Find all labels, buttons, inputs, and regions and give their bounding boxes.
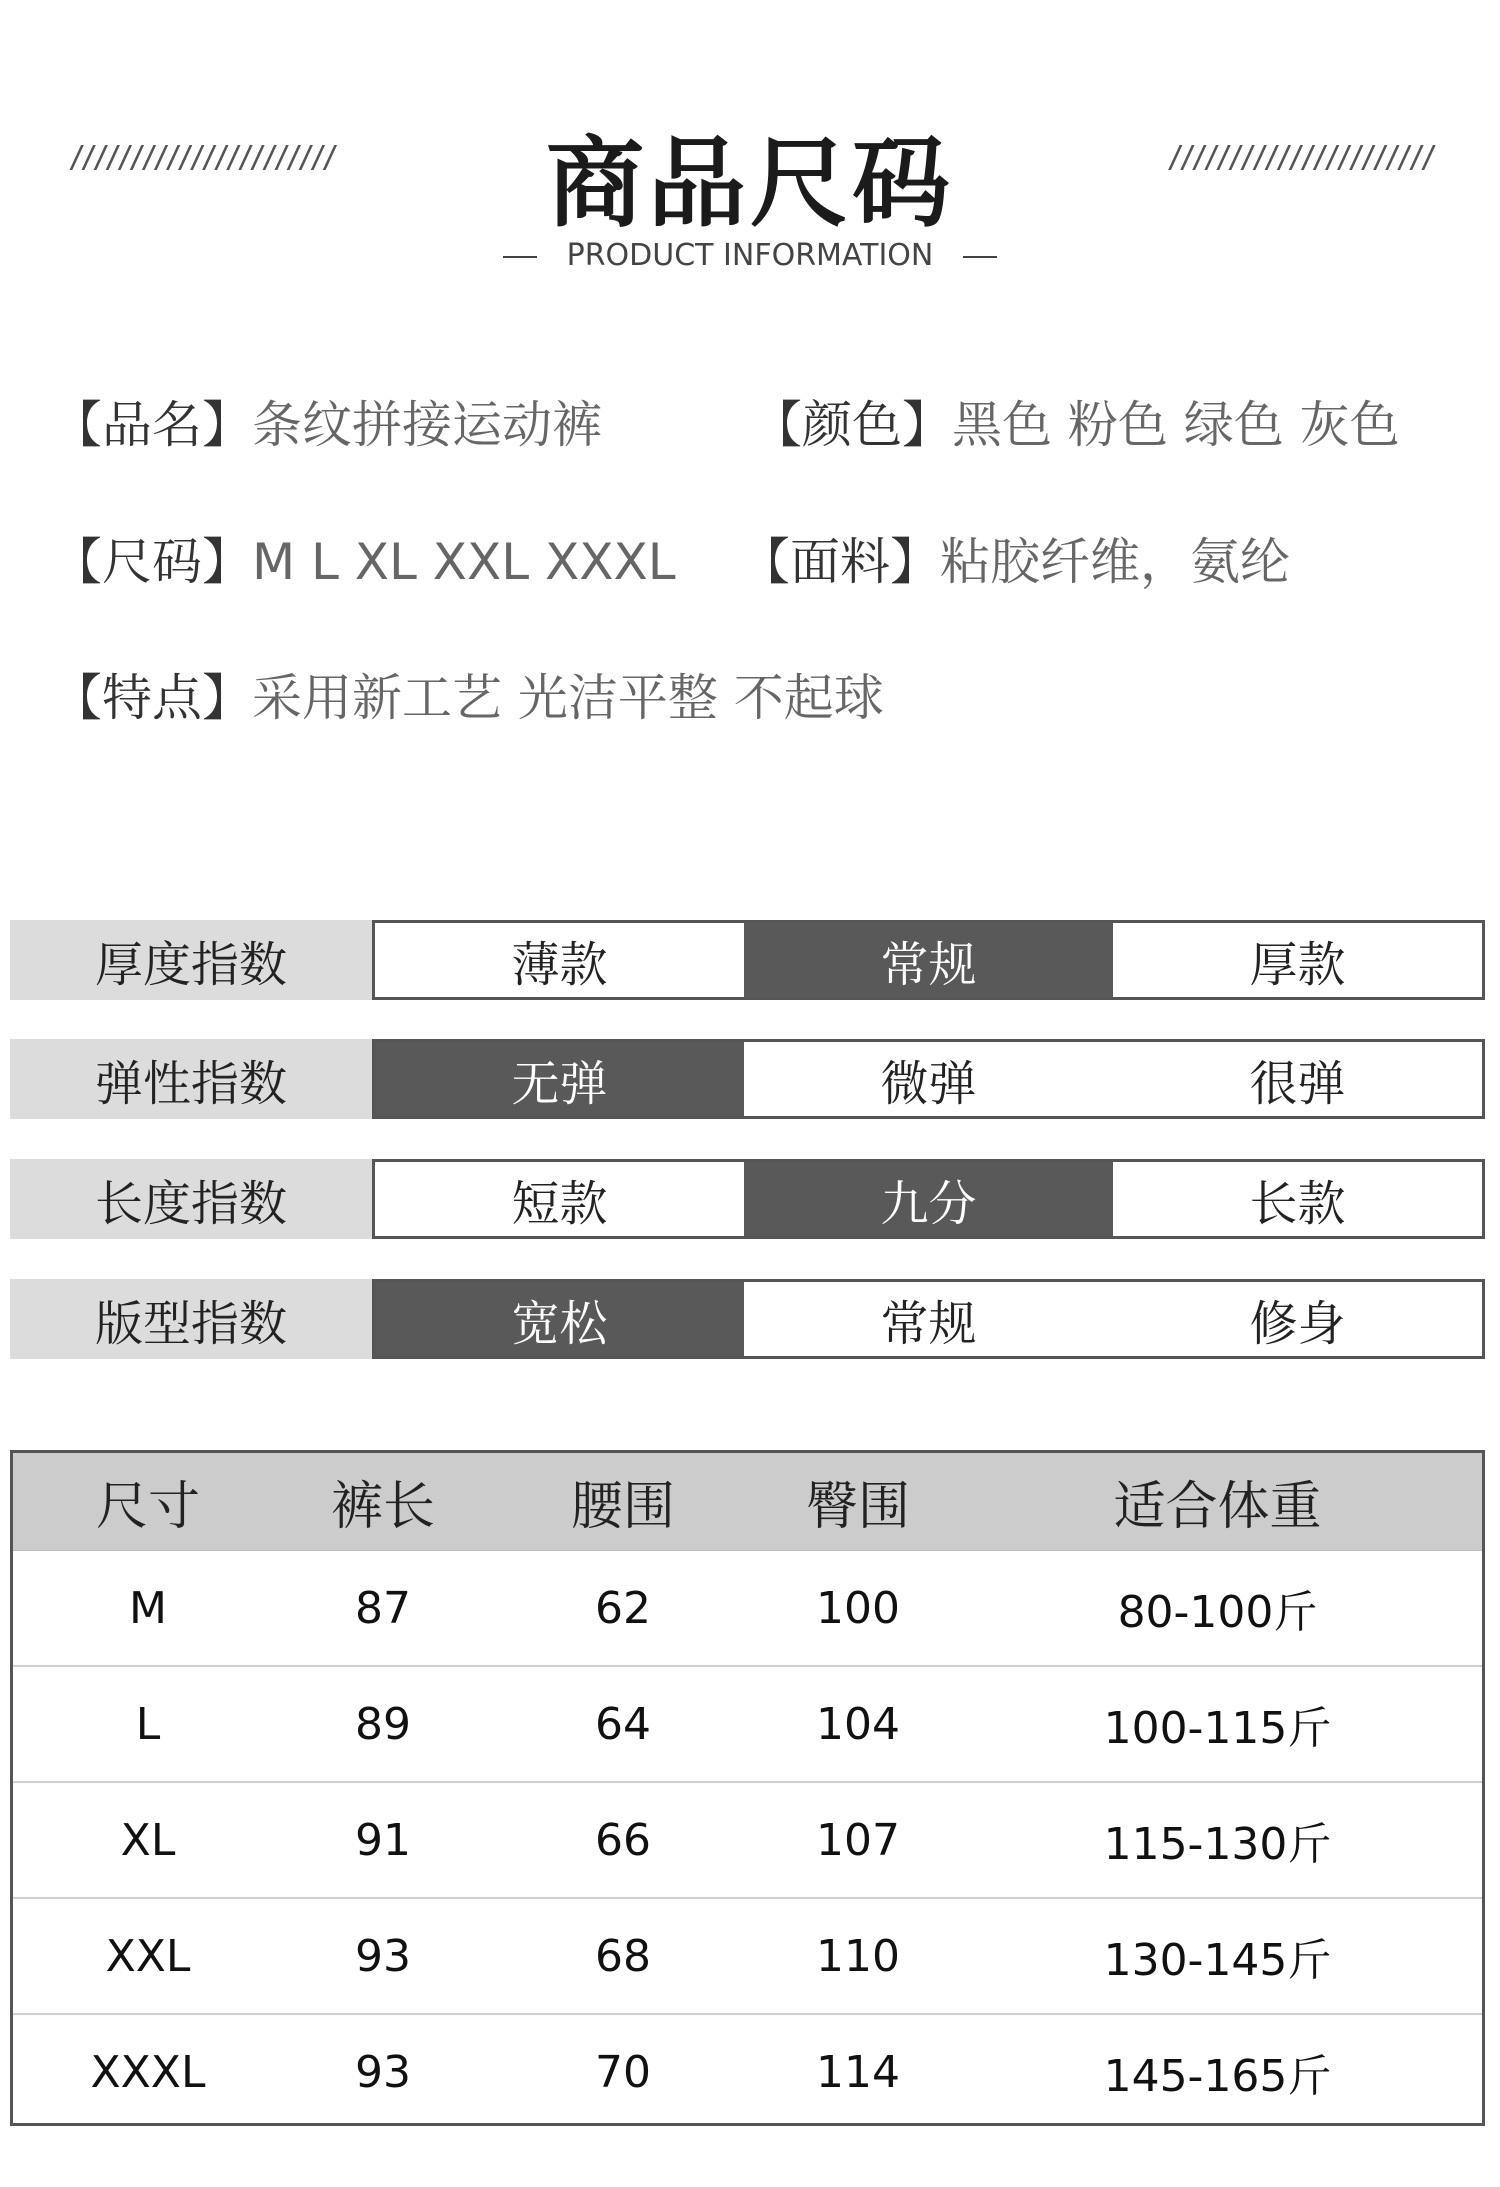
table-cell: 100 — [816, 1582, 900, 1634]
index-label: 长度指数 — [10, 1159, 372, 1239]
decorative-slashes-left: ////////////////////// — [68, 140, 334, 175]
subtitle-dash-left — [503, 256, 537, 258]
index-row-length — [10, 1159, 1485, 1239]
table-cell: 64 — [595, 1698, 651, 1750]
table-cell: 145-165斤 — [1103, 2051, 1332, 2102]
info-color — [752, 385, 1400, 457]
table-row — [13, 1551, 1482, 1667]
page-subtitle — [0, 238, 1500, 273]
index-option: 宽松 — [375, 1282, 744, 1356]
info-product-name — [52, 385, 602, 457]
info-value: M L XL XXL XXXL — [252, 533, 676, 591]
table-cell: XL — [120, 1814, 176, 1866]
index-label: 厚度指数 — [10, 920, 372, 1000]
info-key: 【面料】 — [740, 533, 940, 591]
table-cell: 68 — [595, 1930, 651, 1982]
index-label: 版型指数 — [10, 1279, 372, 1359]
index-row-elasticity — [10, 1039, 1485, 1119]
info-key: 【颜色】 — [752, 396, 952, 454]
column-header-weight: 适合体重 — [1113, 1477, 1322, 1537]
info-fabric — [740, 522, 1290, 594]
table-cell: 70 — [595, 2046, 651, 2098]
index-label: 弹性指数 — [10, 1039, 372, 1119]
table-cell: 87 — [355, 1582, 411, 1634]
table-cell: 66 — [595, 1814, 651, 1866]
column-header-hip: 臀围 — [805, 1477, 910, 1537]
table-row — [13, 2015, 1482, 2129]
index-option: 微弹 — [744, 1042, 1113, 1116]
index-options — [372, 1159, 1485, 1239]
info-value: 黑色 粉色 绿色 灰色 — [952, 396, 1400, 454]
column-header-size: 尺寸 — [95, 1477, 200, 1537]
info-size — [52, 522, 676, 594]
index-option: 常规 — [744, 1282, 1113, 1356]
table-cell: 114 — [816, 2046, 900, 2098]
info-value: 粘胶纤维，氨纶 — [940, 533, 1290, 591]
info-value: 采用新工艺 光洁平整 不起球 — [252, 669, 884, 727]
table-cell: 80-100斤 — [1117, 1587, 1318, 1638]
index-option: 薄款 — [375, 923, 744, 997]
index-options — [372, 920, 1485, 1000]
table-cell: 62 — [595, 1582, 651, 1634]
subtitle-dash-right — [963, 256, 997, 258]
index-options — [372, 1279, 1485, 1359]
table-cell: 115-130斤 — [1103, 1819, 1332, 1870]
index-option: 无弹 — [375, 1042, 744, 1116]
index-option: 修身 — [1113, 1282, 1482, 1356]
table-cell: XXL — [105, 1930, 191, 1982]
column-header-waist: 腰围 — [570, 1477, 675, 1537]
info-feature — [52, 658, 884, 730]
info-key: 【品名】 — [52, 396, 252, 454]
info-key: 【特点】 — [52, 669, 252, 727]
info-key: 【尺码】 — [52, 533, 252, 591]
table-row — [13, 1667, 1482, 1783]
table-cell: M — [129, 1582, 167, 1634]
index-option: 长款 — [1113, 1162, 1482, 1236]
table-cell: L — [135, 1698, 161, 1750]
table-row — [13, 1783, 1482, 1899]
table-cell: XXXL — [90, 2046, 206, 2098]
subtitle-text: PRODUCT INFORMATION — [566, 238, 934, 273]
table-cell: 93 — [355, 1930, 411, 1982]
table-row — [13, 1899, 1482, 2015]
table-cell: 100-115斤 — [1103, 1703, 1332, 1754]
table-cell: 104 — [816, 1698, 900, 1750]
table-cell: 89 — [355, 1698, 411, 1750]
decorative-slashes-right: ////////////////////// — [1166, 140, 1432, 175]
table-cell: 130-145斤 — [1103, 1935, 1332, 1986]
column-header-length: 裤长 — [330, 1477, 435, 1537]
table-cell: 107 — [816, 1814, 900, 1866]
table-cell: 93 — [355, 2046, 411, 2098]
index-option: 很弹 — [1113, 1042, 1482, 1116]
table-cell: 110 — [816, 1930, 900, 1982]
index-option: 厚款 — [1113, 923, 1482, 997]
index-option: 九分 — [744, 1162, 1113, 1236]
page-title: 商品尺码 — [545, 127, 954, 241]
index-option: 常规 — [744, 923, 1113, 997]
index-options — [372, 1039, 1485, 1119]
table-header-row — [13, 1453, 1482, 1551]
index-row-thickness — [10, 920, 1485, 1000]
size-table — [10, 1450, 1485, 2126]
index-option: 短款 — [375, 1162, 744, 1236]
index-row-fit — [10, 1279, 1485, 1359]
table-cell: 91 — [355, 1814, 411, 1866]
info-value: 条纹拼接运动裤 — [252, 396, 602, 454]
